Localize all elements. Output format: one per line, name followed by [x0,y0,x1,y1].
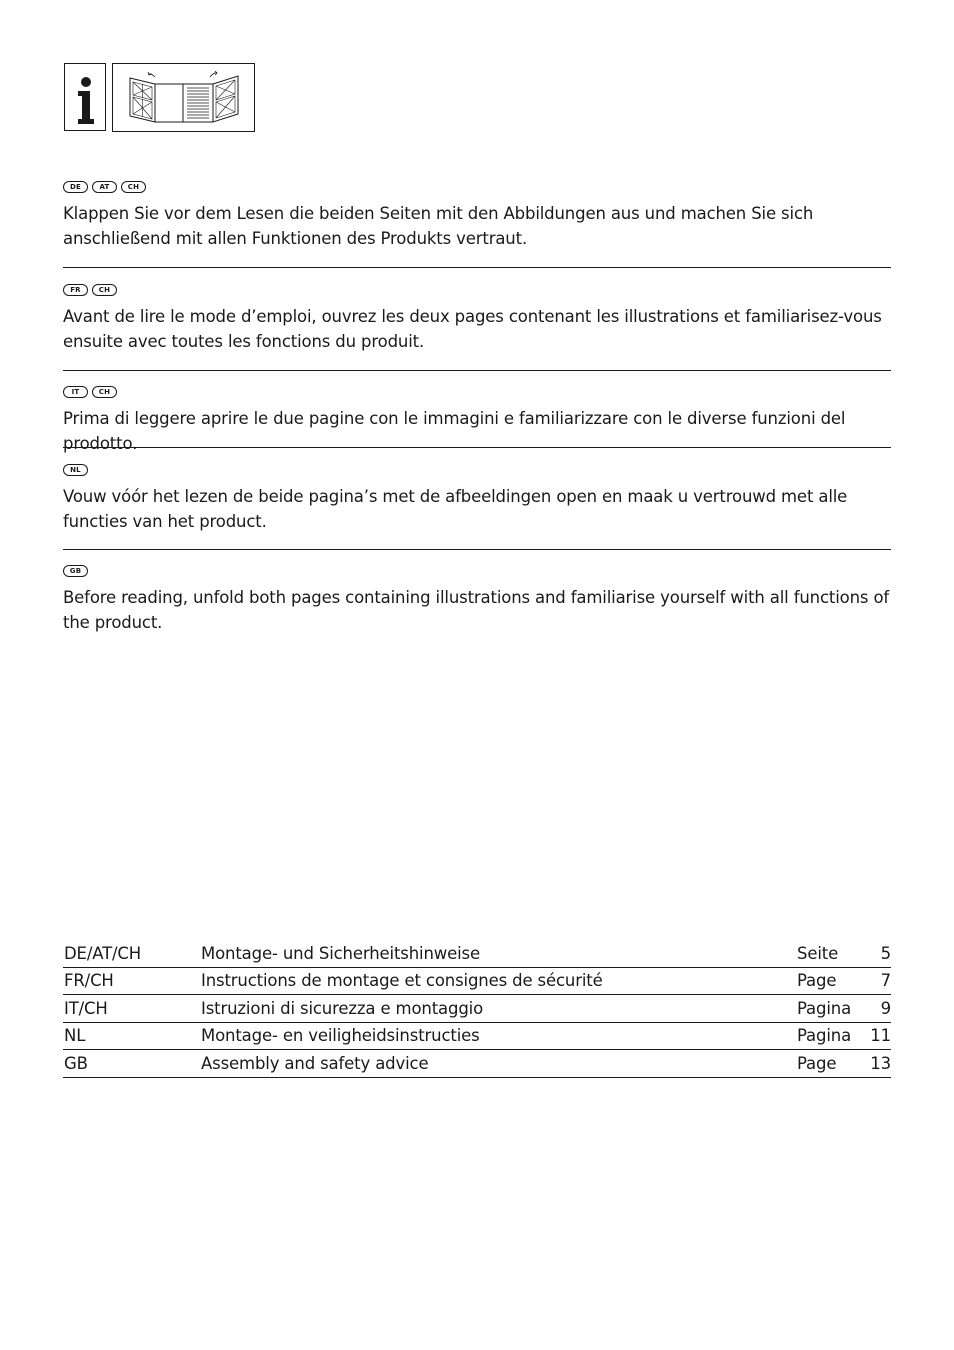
divider [63,370,891,371]
instruction-text: Klappen Sie vor dem Lesen die beiden Seiten mit den Abbildungen aus und machen Sie sich anschließend mit allen Funktionen des Produkts vertraut. [63,204,814,248]
toc-title: Instructions de montage et consignes de sécurité [201,971,603,991]
table-of-contents [63,940,891,1078]
divider [63,447,891,448]
toc-language-code: IT/CH [64,998,108,1018]
toc-page-number: 11 [870,1026,891,1046]
country-badge: NL [63,464,88,476]
toc-row [63,995,891,1023]
toc-page-word: Pagina [797,1026,852,1046]
toc-language-code: FR/CH [64,971,114,991]
fold-out-pages-icon [112,63,255,132]
country-badges [63,386,895,400]
instruction-text: Before reading, unfold both pages containing illustrations and familiarise yourself with all functions of the product. [63,588,890,632]
country-badge: FR [63,284,88,296]
toc-row [63,968,891,996]
divider [63,549,891,550]
country-badge: AT [92,181,117,193]
section-gb [63,565,895,635]
toc-title: Montage- en veiligheidsinstructies [201,1026,480,1046]
toc-title: Istruzioni di sicurezza e montaggio [201,998,484,1018]
section-it [63,386,895,456]
instruction-text: Prima di leggere aprire le due pagine con le immagini e familiarizzare con le diverse funzioni del prodotto. [63,409,846,453]
country-badge: GB [63,565,88,577]
country-badges [63,464,895,478]
country-badges [63,181,895,195]
toc-page-word: Seite [797,943,839,963]
toc-row [63,1050,891,1078]
section-nl [63,464,895,534]
section-de [63,181,895,251]
country-badge: CH [121,181,146,193]
toc-row [63,940,891,968]
toc-page-number: 9 [880,998,891,1018]
toc-language-code: DE/AT/CH [64,943,142,963]
toc-row [63,1023,891,1051]
toc-page-word: Pagina [797,998,852,1018]
country-badge: DE [63,181,88,193]
country-badge: IT [63,386,88,398]
country-badge: CH [92,284,117,296]
info-icon [64,63,106,131]
section-fr [63,284,895,354]
toc-title: Assembly and safety advice [201,1053,429,1073]
toc-page-number: 5 [880,943,891,963]
toc-page-number: 13 [870,1053,891,1073]
toc-language-code: GB [64,1053,88,1073]
instruction-text: Avant de lire le mode d’emploi, ouvrez les deux pages contenant les illustrations et familiarisez-vous ensuite avec toutes les fonctions du produit. [63,307,882,351]
country-badge: CH [92,386,117,398]
toc-page-word: Page [797,1053,837,1073]
country-badges [63,565,895,579]
divider [63,267,891,268]
toc-page-word: Page [797,971,837,991]
toc-page-number: 7 [880,971,891,991]
instruction-text: Vouw vóór het lezen de beide pagina’s met de afbeeldingen open en maak u vertrouwd met alle functies van het product. [63,487,848,531]
toc-title: Montage- und Sicherheitshinweise [201,943,480,963]
country-badges [63,284,895,298]
toc-language-code: NL [64,1026,86,1046]
